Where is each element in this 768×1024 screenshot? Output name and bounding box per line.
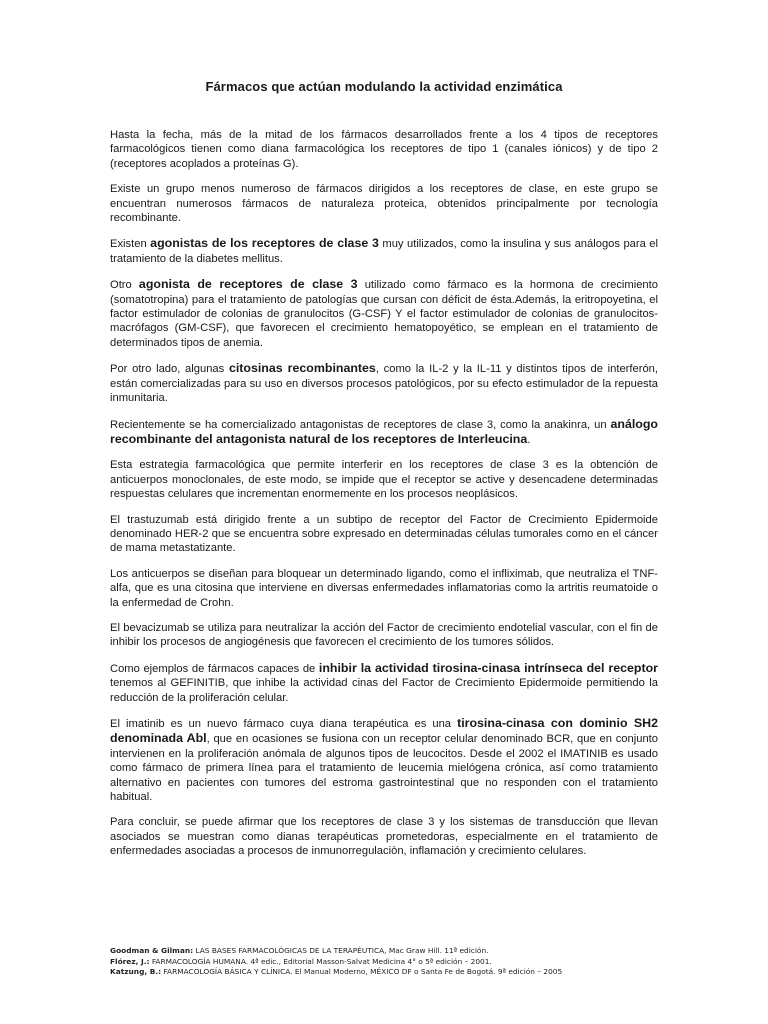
bold-term: agonistas de los receptores de clase 3 <box>150 236 379 251</box>
body-paragraph <box>110 716 658 804</box>
paragraph-text: Otro <box>110 279 139 292</box>
body-paragraph <box>110 815 658 858</box>
paragraph-text: El trastuzumab está dirigido frente a un subtipo de receptor del Factor de Crecimiento Epidermoide denominado HER-2 que se encuentra sobre expresado en determinadas células tumorales como en el cáncer de mama metastatizante. <box>110 513 658 555</box>
paragraph-text: Los anticuerpos se diseñan para bloquear un determinado ligando, como el infliximab, que neutraliza el TNF-alfa, que es una citosina que interviene en diversas enfermedades inflamatorias como la artritis reumatoide o la enfermedad de Crohn. <box>110 567 658 609</box>
body-paragraph <box>110 182 658 225</box>
paragraph-text: Existen <box>110 238 151 251</box>
body-paragraph <box>110 661 658 705</box>
paragraph-text: Para concluir, se puede afirmar que los receptores de clase 3 y los sistemas de transducción que llevan asociados se muestran como dianas terapéuticas prometedoras, especialmente en el tratamiento de enfermedades asociadas a procesos de inmunorregulaciòn, inflamación y crecimiento celulares. <box>110 816 658 858</box>
paragraph-text: muy utilizados, como la insulina y sus análogos para el tratamiento de la diabetes mellitus. <box>110 238 659 265</box>
paragraph-text: utilizado como fármaco es la hormona de crecimiento (somatotropina) para el tratamiento de patologías que cursan con déficit de ésta.Además, la eritropoyetina, el factor estimulador de colonias de granulocitos (G-CSF) Y el factor estimulador de colonias de granulocitos-macrófagos (GM-CSF), que favorecen el crecimiento hematopoyético, se emplean en el tratamiento de determinados tipos de anemia. <box>110 279 658 349</box>
paragraph-text: El bevacizumab se utiliza para neutralizar la acción del Factor de crecimiento endotelial vascular, con el fin de inhibir los procesos de angiogénesis que favorecen el crecimiento de los tumores sólidos. <box>110 621 658 649</box>
reference-author: Flórez, J.: <box>110 956 150 966</box>
paragraph-text: Por otro lado, algunas <box>110 363 229 376</box>
body-paragraph <box>110 236 658 266</box>
paragraph-text: . <box>527 433 531 446</box>
body-paragraph <box>110 621 658 650</box>
bold-term: citosinas recombinantes <box>228 361 376 376</box>
reference-author: Goodman & Gilman: <box>110 946 194 955</box>
reference-text: LAS BASES FARMACOLÓGICAS DE LA TERAPÉUTICA, Mac Graw Hill. 11ª edición. <box>193 946 489 955</box>
body-paragraph <box>110 277 658 350</box>
paragraph-text: tenemos al GEFINITIB, que inhibe la actividad cinas del Factor de Crecimiento Epidermoide permitiendo la reducción de la proliferación celular. <box>110 677 658 704</box>
paragraph-text: , como la IL-2 y la IL-11 y distintos tipos de interferón, están comercializadas para su uso en diversos procesos patológicos, por su efecto estimulador de la repuesta inmunitaria. <box>110 363 658 405</box>
reference-text: FARMACOLOGÍA BÁSICA Y CLÍNICA. El Manual Moderno, MÉXICO DF o Santa Fe de Bogotá. 9ª edición – 2005 <box>161 967 563 977</box>
bold-term: tirosina-cinasa con dominio SH2 denominada Abl <box>110 716 659 746</box>
reference-line <box>110 957 670 968</box>
page-title: Fármacos que actúan modulando la actividad enzimática <box>205 79 563 94</box>
body-paragraph <box>110 567 658 610</box>
references-section <box>110 946 670 978</box>
paragraph-text: Recientemente se ha comercializado antagonistas de receptores de clase 3, como la anakinra, un <box>110 418 611 431</box>
paragraph-text: Existe un grupo menos numeroso de fármacos dirigidos a los receptores de clase, en este grupo se encuentran numerosos fármacos de naturaleza proteica, obtenidos principalmente por tecnología recombinante. <box>110 183 658 225</box>
paragraph-text: Hasta la fecha, más de la mitad de los fármacos desarrollados frente a los 4 tipos de receptores farmacológicos tienen como diana farmacológica los receptores de tipo 1 (canales iónicos) y de tipo 2 (receptores acoplados a proteínas G). <box>110 129 658 170</box>
body-paragraph <box>110 361 658 405</box>
paragraph-text: El imatinib es un nuevo fármaco cuya diana terapéutica es una <box>110 718 458 730</box>
paragraph-text: , que en ocasiones se fusiona con un receptor celular denominado BCR, que en conjunto intervienen en la proliferación anómala de algunos tipos de leucocitos. Desde el 2002 el IMATINIB es usado como fármaco de primera línea para el tratamiento de leucemia mielógena crónica, así como tratamiento alternativo en pacientes con tumores del estroma gastrointestinal que no responden con el tratamiento habitual. <box>110 733 658 804</box>
paragraph-text: Esta estrategia farmacológica que permite interferir en los receptores de clase 3 es la obtención de anticuerpos monoclonales, de este modo, se impide que el receptor se active y desencadene determinadas respuestas celulares que incrementan enormemente en los procesos neoplásicos. <box>110 459 658 501</box>
reference-line <box>110 946 670 957</box>
reference-text: FARMACOLOGÍA HUMANA. 4ª edic., Editorial Masson-Salvat Medicina 4° o 5ª edición – 2001. <box>149 956 492 966</box>
body-paragraph <box>110 417 658 448</box>
bold-term: agonista de receptores de clase 3 <box>138 277 358 292</box>
body-paragraph <box>110 128 658 171</box>
body-paragraph <box>110 513 658 556</box>
reference-line <box>110 967 670 978</box>
bold-term: análogo recombinante del antagonista natural de los receptores de Interleucina <box>110 416 658 446</box>
document-body <box>110 128 658 870</box>
reference-author: Katzung, B.: <box>110 967 162 977</box>
bold-term: inhibir la actividad tirosina-cinasa intrínseca del receptor <box>318 660 659 675</box>
body-paragraph <box>110 458 658 501</box>
paragraph-text: Como ejemplos de fármacos capaces de <box>110 662 319 675</box>
